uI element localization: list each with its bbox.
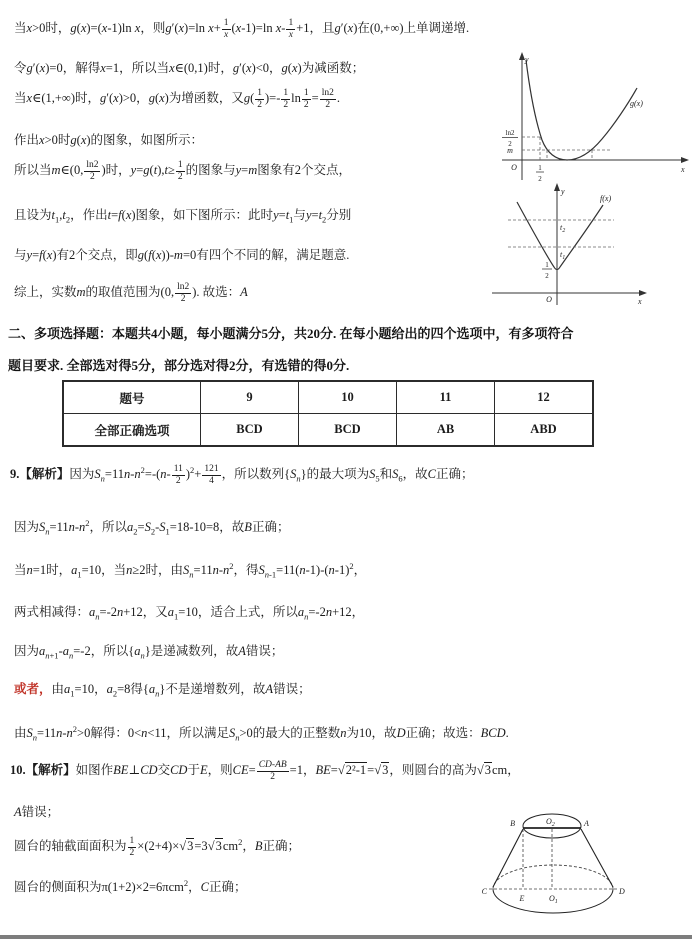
solution-line: A错误； bbox=[14, 805, 60, 819]
solution-line: 9.【解析】因为$S_n=11n-n^2=-(n-$ $\frac{11}{2}$ )$^2$+ $\frac{121}{4}$ ，所以数列$\{S_n\}$的最大项为$S_5$和$S_6$，故C正确； bbox=[10, 464, 474, 486]
m-level-label: m bbox=[507, 146, 513, 155]
curve-label: g(x) bbox=[630, 99, 643, 108]
solution-line: 圆台的轴截面面积为 $\frac{1}{2}$ $\times(2+4)\times√3=3√3cm^2$，B正确； bbox=[14, 836, 301, 858]
origin-label: O bbox=[546, 295, 552, 304]
solution-line: 圆台的侧面积为π(1+2)×2=6πcm$^2$，C正确； bbox=[14, 878, 247, 895]
solution-line: 因为$a_{n+1}-a_n=-2$，所以$\{a_n\}$是递减数列，故A错误； bbox=[14, 644, 284, 661]
solution-line: 10.【解析】如图作BE⊥CD交CD于E，则CE= $\frac{CD-AB}{2}$ =1，BE=√2²-1=√3，则圆台的高为√3cm， bbox=[10, 760, 520, 782]
point-a-label: A bbox=[584, 819, 589, 828]
g-curve bbox=[526, 60, 637, 160]
half-numerator: 1 bbox=[545, 261, 549, 269]
curve-label: f(x) bbox=[600, 194, 612, 203]
point-d-label: D bbox=[619, 887, 625, 896]
y-axis-arrow bbox=[554, 183, 560, 191]
page-break-divider bbox=[0, 935, 692, 939]
table-cell: 10 bbox=[299, 381, 397, 414]
t2-level-label: $t_2$ bbox=[560, 223, 566, 234]
solution-line: 或者，由$a_1=10$，$a_2=8$得$\{a_n\}$不是递增数列，故A错误； bbox=[14, 682, 311, 699]
section-heading: 题目要求. 全部选对得5分，部分选对得2分，有选错的得0分. bbox=[8, 358, 350, 373]
solution-line: 由$S_n=11n-n^2>0$解得：0<n<11，所以满足$S_n>0$的最大的正整数n为10，故D正确；故选：BCD. bbox=[14, 724, 509, 743]
y-axis-label: y bbox=[525, 55, 529, 64]
table-cell: 题号 bbox=[63, 381, 201, 414]
solution-line: 当x>0时，g(x)=(x-1)ln x，则g′(x)=ln x+ $\frac{1}{x}$ (x-1)=ln x- $\frac{1}{x}$ +1，且g′(x)在(0,+∞)上单调递增. bbox=[14, 18, 470, 40]
y-axis-label: y bbox=[561, 187, 565, 196]
bottom-center-label: $O_1$ bbox=[549, 894, 558, 905]
table-cell: BCD bbox=[299, 414, 397, 447]
solution-line: 两式相减得：$a_n=-2n+12$，又$a_1=10$，适合上式，所以$a_n=-2n+12$， bbox=[14, 605, 365, 622]
frustum-figure bbox=[475, 795, 640, 930]
g-function-graph bbox=[498, 52, 692, 184]
table-row bbox=[63, 381, 593, 414]
section-heading: 二、多项选择题：本题共4小题，每小题满分5分，共20分. 在每小题给出的四个选项中，有多项符合 bbox=[8, 326, 574, 341]
solution-line: 当n=1时，$a_1=10$，当n≥2时，由$S_n=11n-n^2$，得$S_{n-1}=11(n-1)-(n-1)^2$， bbox=[14, 561, 367, 580]
table-cell: BCD bbox=[201, 414, 299, 447]
top-center-label: $O_2$ bbox=[546, 817, 555, 828]
solution-line: 综上，实数m的取值范围为(0, $\frac{\ln 2}{2}$ ). 故选：A bbox=[14, 282, 248, 304]
solution-line: 且设为$t_1,t_2$，作出t=f(x)图象，如下图所示：此时$y=t_1$与$y=t_2$分别 bbox=[14, 208, 352, 225]
solution-line: 与y=f(x)有2个交点，即g(f(x))-m=0有四个不同的解，满足题意. bbox=[14, 248, 350, 262]
half-denominator: 2 bbox=[545, 272, 549, 280]
table-cell: ABD bbox=[495, 414, 594, 447]
point-e-label: E bbox=[519, 894, 525, 903]
solution-line: 作出x>0时g(x)的图象，如图所示： bbox=[14, 133, 204, 147]
solution-line: 当x∈(1,+∞)时，g′(x)>0，g(x)为增函数，又g( $\frac{1}{2}$ )=- $\frac{1}{2}$ ln $\frac{1}{2}$ = $\frac{\ln 2}{2}$ . bbox=[14, 88, 340, 110]
right-slant-edge bbox=[581, 829, 613, 887]
point-c-label: C bbox=[481, 887, 487, 896]
table-cell: 12 bbox=[495, 381, 594, 414]
x-axis-label: x bbox=[638, 297, 642, 306]
x-axis-arrow bbox=[639, 290, 647, 296]
solution-line: 令g′(x)=0，解得x=1，所以当x∈(0,1)时，g′(x)<0，g(x)为减函数； bbox=[14, 61, 365, 75]
table-cell: 全部正确选项 bbox=[63, 414, 201, 447]
x-axis-label: x bbox=[681, 165, 685, 174]
t1-level-label: $t_1$ bbox=[560, 250, 566, 261]
solution-line: 因为$S_n=11n-n^2$，所以$a_2=S_2-S_1=18-10=8$，故B正确； bbox=[14, 518, 290, 537]
half-numerator: 1 bbox=[538, 164, 542, 172]
f-curve bbox=[517, 202, 603, 270]
table-cell: 9 bbox=[201, 381, 299, 414]
ln2-denominator: 2 bbox=[508, 140, 512, 148]
f-function-graph bbox=[490, 183, 650, 309]
left-slant-edge bbox=[493, 829, 523, 887]
point-b-label: B bbox=[510, 819, 515, 828]
solution-line: 所以当m∈(0, $\frac{\ln 2}{2}$ )时，y=g(t),t≥ $\frac{1}{2}$ 的图象与y=m图象有2个交点， bbox=[14, 160, 352, 182]
bottom-ellipse-back bbox=[493, 865, 613, 889]
table-cell: AB bbox=[397, 414, 495, 447]
answer-table bbox=[62, 380, 594, 447]
table-row bbox=[63, 414, 593, 447]
half-denominator: 2 bbox=[538, 175, 542, 183]
ln2-numerator: ln2 bbox=[505, 129, 515, 137]
table-cell: 11 bbox=[397, 381, 495, 414]
x-axis-arrow bbox=[681, 157, 689, 163]
origin-label: O bbox=[511, 163, 517, 172]
